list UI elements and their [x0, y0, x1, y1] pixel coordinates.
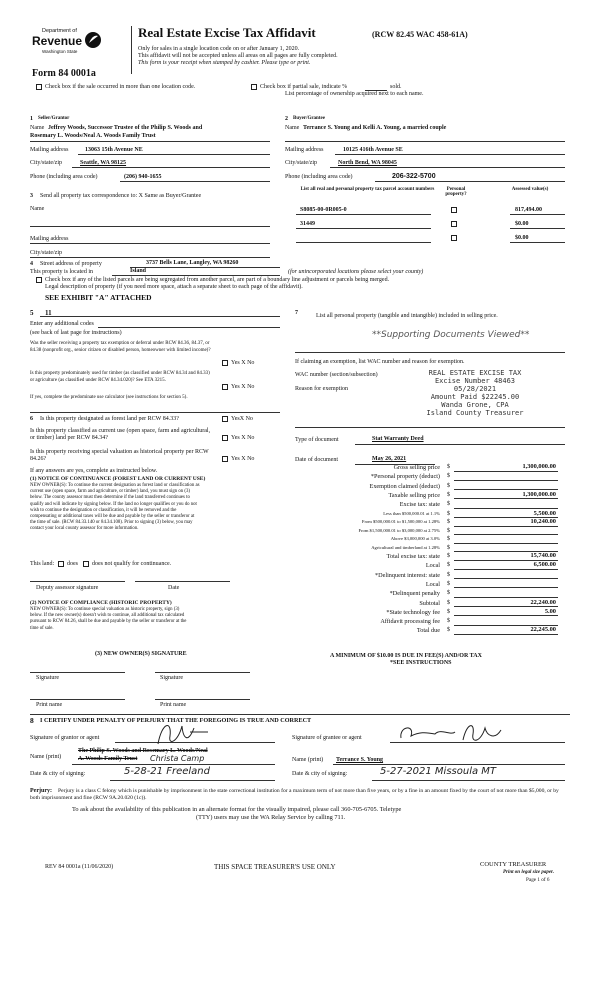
- parcel-col3: Assessed value(s): [511, 187, 549, 192]
- owner-print-name-label-2: Print name: [160, 702, 187, 708]
- multi-location-label: Check box if the sale occurred in more than one location code.: [45, 84, 196, 90]
- section6-q3: Is this property receiving special valuation as historical property per RCW 84.26?: [30, 449, 209, 462]
- personal-property-checkbox[interactable]: [451, 207, 457, 213]
- land-does-checkbox[interactable]: [58, 561, 64, 567]
- tax-row-currency: $: [447, 527, 450, 534]
- section7-text: List all personal property (tangible and intangible) included in selling price.: [316, 313, 498, 319]
- tax-row-label: Above $3,000,000 at 3.0%: [390, 536, 440, 541]
- grantee-date-city: 5-27-2021 Missoula MT: [380, 766, 497, 777]
- buyer-mailing: 10125 416th Avenue SE: [343, 147, 403, 153]
- buyer-mailing-label: Mailing address: [285, 147, 324, 153]
- form-rcw: (RCW 82.45 WAC 458-61A): [372, 30, 468, 39]
- tax-row-currency: $: [447, 464, 450, 470]
- tax-row-label: *Delinquent interest: state: [375, 571, 440, 579]
- notice2-line: pursuant to RCW 84.26, shall be due and payable by the seller or transferor at the: [30, 619, 187, 625]
- q2-yes-checkbox[interactable]: [222, 384, 228, 390]
- doc-date-label: Date of document: [295, 457, 338, 463]
- tax-row-currency: $: [447, 618, 450, 625]
- notice1-line: below. The county assessor must then determine if the land transferred continues to: [30, 495, 190, 501]
- owner-print-name-label: Print name: [36, 702, 63, 708]
- tax-row-currency: $: [447, 590, 450, 597]
- tax-row-value: 6,500.00: [533, 561, 556, 569]
- tax-row-currency: $: [447, 599, 450, 606]
- parcel-value: $0.00: [515, 221, 529, 227]
- section3-mailing-label: Mailing address: [30, 236, 69, 242]
- seller-phone: (206) 940-1655: [124, 174, 162, 180]
- sub-line3: This form is your receipt when stamped by cashier. Please type or print.: [138, 60, 311, 66]
- see-instructions: *SEE INSTRUCTIONS: [390, 660, 452, 666]
- rev-number: REV 84 0001a (11/06/2020): [45, 864, 114, 870]
- buyer-phone-label: Phone (including area code): [285, 174, 353, 180]
- notice1-line: qualify and will indicate by signing below. If the land no longer qualifies or you do not: [30, 501, 197, 507]
- seller-name-2: Rosemary L. Woods/Neal A. Woods Family Trust: [30, 133, 156, 139]
- tty-note: (TTY) users may use the WA Relay Service by calling 711.: [196, 814, 346, 821]
- tax-row-currency: $: [447, 491, 450, 498]
- section7-num: 7: [295, 310, 298, 316]
- grantor-name-struck-2: A. Woods Family Trust: [78, 756, 138, 762]
- sub-line1: Only for sales in a single location code on or after January 1, 2020.: [138, 46, 300, 52]
- tax-row-currency: $: [447, 580, 450, 587]
- form-title: Real Estate Excise Tax Affidavit: [138, 25, 316, 40]
- assessor-signature-label: Deputy assessor signature: [36, 585, 99, 591]
- buyer-city-label: City/state/zip: [285, 160, 317, 166]
- notice2-text: [30, 607, 280, 632]
- tax-row-value: 5.00: [544, 607, 556, 615]
- new-owner-sig-heading: (3) NEW OWNER(S) SIGNATURE: [95, 651, 187, 657]
- treasurer-use-label: THIS SPACE TREASURER'S USE ONLY: [214, 863, 336, 871]
- tax-row-currency: $: [447, 536, 450, 542]
- parcel-account: 31449: [300, 221, 315, 227]
- section4-num: 4: [30, 261, 33, 267]
- land-not-qualify-label: does not qualify for continuance.: [92, 561, 172, 567]
- tax-row-label: Total due: [416, 627, 440, 635]
- tax-row-label: Excise tax: state: [399, 501, 440, 509]
- section3-num: 3: [30, 193, 33, 199]
- buyer-phone: 206-322-5700: [392, 173, 436, 180]
- perjury-text: Perjury is a class C felony which is punishable by imprisonment in the state correctional institution for a maximum term of not more than five years, or by a fine in an amount fixed by the court of not more than $5,000, or by both imprisonment and fine (RCW 9A.20.020 (1c)).: [30, 788, 559, 801]
- tax-row-label: *State technology fee: [386, 608, 440, 616]
- grantee-signature-label: Signature of grantee or agent: [292, 735, 362, 741]
- partial-sale-label: Check box if partial sale, indicate %: [260, 84, 348, 90]
- section6-q2: Is this property classified as current use (open space, farm and agricultural, or timber) land per RCW 84.34?: [30, 428, 211, 441]
- land-does-label: does: [67, 561, 78, 567]
- section8-num: 8: [30, 716, 34, 725]
- notice1-line: contact your local county assessor for more information.: [30, 526, 139, 532]
- tax-row-currency: $: [447, 510, 450, 517]
- q1-yes-checkbox[interactable]: [222, 360, 228, 366]
- tax-row-label: Taxable selling price: [388, 491, 440, 499]
- grantee-print-name: Terrance S. Young: [336, 757, 384, 763]
- tax-row-label: Local: [425, 562, 440, 570]
- notice1-line: current use (open space, farm and agriculture, or timber) land, you must sign on (3): [30, 489, 190, 495]
- segregated-checkbox[interactable]: [36, 277, 42, 283]
- grantor-signature: [150, 718, 210, 750]
- reason-label: Reason for exemption: [295, 386, 348, 392]
- dept-line2: Revenue: [32, 34, 83, 48]
- personal-property-checkbox[interactable]: [451, 221, 457, 227]
- personal-property-checkbox[interactable]: [451, 235, 457, 241]
- wac-label: WAC number (section/subsection): [295, 372, 378, 378]
- exhibit-note: SEE EXHIBIT "A" ATTACHED: [45, 293, 152, 302]
- tax-row-value: 10,240.00: [530, 518, 556, 525]
- stamp-line: REAL ESTATE EXCISE TAX: [428, 369, 522, 377]
- section5-q2: Is this property predominately used for timber (as classified under RCW 84.34 and 84.33) or agriculture (as classified under RCW 84.34.020)? See ETA 3215.: [30, 371, 210, 383]
- parcel-value: 817,494.00: [515, 207, 542, 213]
- grantor-signature-label: Signature of grantor or agent: [30, 735, 100, 741]
- doc-type: Stat Warranty Deed: [372, 436, 424, 442]
- section5-q1: Was the seller receiving a property tax exemption or deferral under RCW 84.36, 84.37, or 84.38 (nonprofit org., senior citizen or disabled person, homeowner with limited income)?: [30, 341, 211, 353]
- seller-num: 1: [30, 116, 33, 122]
- parcel-account: S8085-00-0R005-0: [300, 207, 347, 213]
- sold-label: sold.: [390, 84, 402, 90]
- section3-name-label: Name: [30, 206, 45, 212]
- sub-line2: This affidavit will not be accepted unless all areas on all pages are fully completed.: [138, 53, 338, 59]
- buyer-name: Terrance S. Young and Kelli A. Young, a married couple: [303, 125, 447, 131]
- this-land-label: This land:: [30, 561, 55, 567]
- section5-q3: If yes, complete the predominate use calculator (see instructions for section 5).: [30, 395, 188, 400]
- current-use-yes-checkbox[interactable]: [222, 435, 228, 441]
- q2-yes-no: Yes X No: [231, 384, 255, 390]
- tax-row-value: 5,500.00: [533, 509, 556, 517]
- seller-phone-label: Phone (including area code): [30, 174, 98, 180]
- section3-text: Send all property tax correspondence to: X Same as Buyer/Grantee: [40, 193, 202, 199]
- page-number: Page 1 of 6: [526, 877, 550, 883]
- parcel-value: $0.00: [515, 235, 529, 241]
- tax-row-value: 22,245.00: [530, 626, 556, 634]
- seller-mailing: 13063 15th Avenue NE: [85, 147, 143, 153]
- exemption-text: If claiming an exemption, list WAC number and reason for exemption.: [295, 359, 465, 365]
- buyer-heading: Buyer/Grantee: [293, 116, 325, 121]
- tax-row-label: Less than $500,000.01 at 1.1%: [383, 510, 440, 516]
- dept-line3: Washington State: [42, 49, 78, 54]
- seller-mailing-label: Mailing address: [30, 147, 69, 153]
- see-back-note: (see back of last page for instructions): [30, 330, 122, 336]
- tax-row-label: *Personal property (deduct): [370, 473, 440, 481]
- tax-row-currency: $: [447, 553, 450, 559]
- treasurer-stamp: [400, 369, 550, 417]
- tax-row-currency: $: [447, 473, 450, 480]
- tax-row-currency: $: [447, 501, 450, 508]
- stamp-line: 05/28/2021: [453, 385, 497, 393]
- form-number: Form 84 0001a: [32, 68, 96, 79]
- doc-type-label: Type of document: [295, 437, 339, 443]
- unincorporated-note: (for unincorporated locations please select your county): [288, 269, 424, 275]
- seller-name-label: Name: [30, 125, 45, 131]
- notice1-line: compensating or additional taxes will be due and payable by the seller or transferor at: [30, 514, 195, 520]
- legal-description-label: Legal description of property (if you need more space, attach a separate sheet to each page of the affidavit).: [45, 284, 303, 290]
- partial-sale-checkbox[interactable]: [251, 84, 257, 90]
- stamp-line: Excise Number 48463: [434, 377, 516, 385]
- revenue-logo-icon: [84, 31, 102, 49]
- grantor-print-label: Name (print): [30, 754, 62, 760]
- owner-signature-label: Signature: [36, 675, 59, 681]
- section5-num: 5: [30, 309, 34, 317]
- stamp-line: Amount Paid $22245.00: [430, 393, 520, 401]
- notice2-line: below. If the new owner(s) doesn't wish to continue, all additional tax calculated: [30, 613, 185, 619]
- notice2-title: (2) NOTICE OF COMPLIANCE (HISTORIC PROPERTY): [30, 600, 172, 606]
- seller-heading: Seller/Grantor: [38, 116, 70, 121]
- perjury-label: Perjury:: [30, 788, 52, 794]
- tax-row-currency: $: [447, 608, 450, 615]
- stamp-line: Island County Treasurer: [426, 409, 524, 417]
- grantor-name-handwritten: Christa Camp: [150, 754, 205, 763]
- forest-yes-no: YesX No: [231, 416, 253, 422]
- land-does-not-checkbox[interactable]: [83, 561, 89, 567]
- tax-row-label: Exemption claimed (deduct): [369, 482, 440, 490]
- section4-label: Street address of property: [40, 261, 102, 267]
- notice1-text: [30, 483, 280, 533]
- tax-row-label: From $1,500,000.01 to $3,000,000 at 2.75%: [358, 527, 440, 533]
- buyer-num: 2: [285, 116, 288, 122]
- notice1-line: NEW OWNER(S): To continue the current designation as forest land or classification as: [30, 483, 200, 488]
- tax-row-currency: $: [447, 627, 450, 634]
- legal-size-note: Print on legal size paper.: [503, 870, 554, 875]
- ownership-note: List percentage of ownership acquired next to each name.: [285, 91, 424, 97]
- owner-signature-label-2: Signature: [160, 675, 183, 681]
- q1-yes-no: Yes X No: [231, 360, 255, 366]
- grantee-print-label: Name (print): [292, 757, 324, 763]
- tax-row-label: Affidavit processing fee: [380, 618, 440, 626]
- tax-row-label: From $500,000.01 to $1,500,000 at 1.28%: [361, 519, 440, 524]
- tax-row-value: 15,740.00: [530, 552, 556, 559]
- tax-row-value: 1,300,000.00: [522, 463, 556, 470]
- minimum-note: A MINIMUM OF $10.00 IS DUE IN FEE(S) AND/OR TAX: [330, 653, 482, 659]
- seller-city: Seattle, WA 98125: [80, 160, 127, 166]
- tax-row-label: Total excise tax: state: [386, 553, 440, 560]
- seller-city-label: City/state/zip: [30, 160, 62, 166]
- tax-row-label: Subtotal: [419, 599, 440, 607]
- located-county: Island: [130, 268, 147, 274]
- notice2-line: time of sale.: [30, 625, 54, 631]
- tax-row-label: Gross selling price: [393, 464, 440, 471]
- current-use-yes-no: Yes X No: [231, 435, 255, 441]
- property-address: 3737 Bells Lane, Langley, WA 98260: [146, 260, 239, 266]
- tax-row-value: 1,300,000.00: [522, 490, 556, 498]
- section6-num: 6: [30, 416, 33, 422]
- segregated-label: Check box if any of the listed parcels are being segregated from another parcel, are part of a boundary line adjustment or parcels being merged.: [45, 277, 390, 283]
- revenue-logo: [32, 28, 102, 64]
- historic-yes-checkbox[interactable]: [222, 456, 228, 462]
- tax-row-currency: $: [447, 544, 450, 551]
- buyer-name-label: Name: [285, 125, 300, 131]
- section5-code: 11: [45, 309, 52, 317]
- historic-yes-no: Yes X No: [231, 456, 255, 462]
- tax-row-value: 22,240.00: [530, 598, 556, 606]
- seller-name: Jeffrey Woods, Successor Trustee of the Philip S. Woods and: [48, 125, 203, 131]
- grantor-date-city: 5-28-21 Freeland: [124, 766, 210, 777]
- section6-q1: Is this property designated as forest land per RCW 84.33?: [40, 416, 179, 422]
- grantee-date-label: Date & city of signing:: [292, 771, 348, 777]
- supporting-docs-stamp: **Supporting Documents Viewed**: [372, 330, 530, 340]
- alt-format-note: To ask about the availability of this publication in an alternate format for the visually impaired, please call 360-705-6705. Teletype: [72, 806, 402, 813]
- tax-row-label: *Delinquent penalty: [389, 590, 440, 598]
- assessor-date-label: Date: [168, 585, 180, 591]
- buyer-city: North Bend, WA 98045: [338, 160, 397, 166]
- doc-date: May 26, 2021: [372, 456, 407, 462]
- notice1-title: (1) NOTICE OF CONTINUANCE (FOREST LAND OR CURRENT USE): [30, 476, 206, 482]
- notice1-line: the time of sale. (RCW 84.33.140 or 84.34.108). Prior to signing (3) below, you may: [30, 520, 193, 526]
- multi-location-checkbox[interactable]: [36, 84, 42, 90]
- tax-row-label: Local: [425, 580, 440, 588]
- located-label: This property is located in: [30, 269, 93, 275]
- notice2-line: NEW OWNER(S): To continue special valuation as historic property, sign (3): [30, 607, 180, 612]
- tax-row-currency: $: [447, 482, 450, 489]
- grantor-date-label: Date & city of signing:: [30, 771, 86, 777]
- tax-row-label: Agricultural and timberland at 1.28%: [371, 544, 440, 550]
- tax-row-currency: $: [447, 519, 450, 525]
- notice1-line: wish to continue the designation or classification, it will be removed and the: [30, 507, 177, 513]
- additional-codes-label: Enter any additional codes: [30, 321, 94, 327]
- parcel-col2: Personal property?: [445, 187, 467, 197]
- section3-city-label: City/state/zip: [30, 250, 62, 256]
- tax-row-currency: $: [447, 571, 450, 578]
- parcel-col1: List all real and personal property tax parcel account numbers: [300, 187, 435, 192]
- grantee-signature: [395, 720, 505, 746]
- forest-yes-checkbox[interactable]: [222, 416, 228, 422]
- if-any-note: If any answers are yes, complete as instructed below.: [30, 468, 158, 474]
- tax-row-currency: $: [447, 562, 450, 569]
- dept-line1: Department of: [42, 28, 77, 34]
- stamp-line: Wanda Grone, CPA: [441, 401, 509, 409]
- grantor-name-struck: The Philip S. Woods and Rosemary L. Woods/Neal: [78, 748, 208, 754]
- county-treasurer-label: COUNTY TREASURER: [480, 861, 547, 868]
- certify-text: I CERTIFY UNDER PENALTY OF PERJURY THAT THE FOREGOING IS TRUE AND CORRECT: [40, 717, 312, 724]
